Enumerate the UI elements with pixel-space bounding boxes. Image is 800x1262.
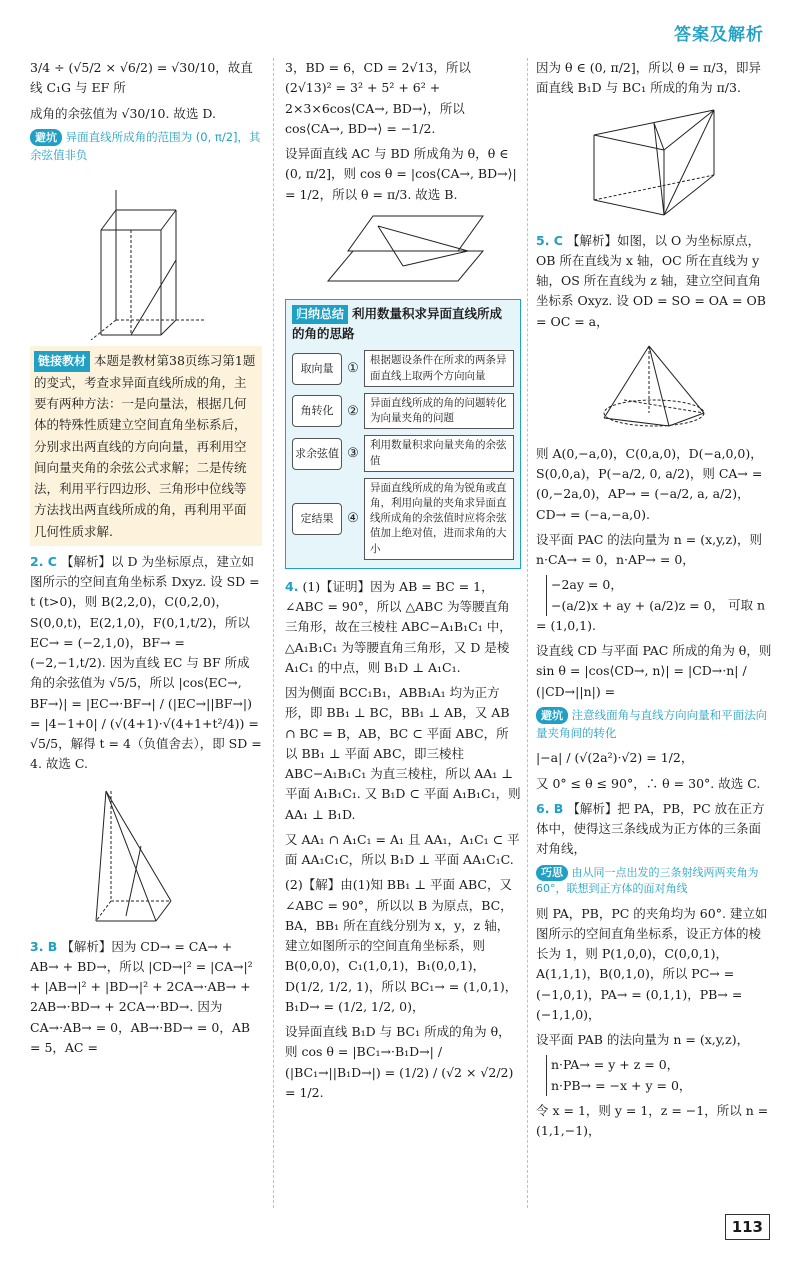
column-divider: [527, 58, 528, 1208]
summary-box: [285, 299, 521, 569]
page-header-title: 答案及解析: [674, 25, 764, 45]
page-number: 113: [725, 1214, 770, 1240]
step-number: ②: [347, 403, 359, 419]
answer-6-number: 6. B: [536, 800, 564, 816]
answer-3-conclusion: 设异面直线 AC 与 BD 所成角为 θ，θ ∈ (0, π/2]，则 cos θ = |cos⟨CA→, BD→⟩| = 1/2，所以 θ = π/3. 故选 B.: [285, 146, 517, 202]
step-name: 角转化: [292, 395, 342, 427]
prism-figure: [76, 170, 216, 340]
answer-6-normal-result: 令 x = 1，则 y = 1，z = −1，所以 n = (1,1,−1)，: [536, 1102, 769, 1139]
step-description: 异面直线所成的角的问题转化为向量夹角的问题: [364, 393, 514, 429]
answer-1-formula: 3/4 ÷ (√5/2 × √6/2) = √30/10，故直线 C₁G 与 EF 所: [30, 60, 253, 96]
insight-text: 由从同一点出发的三条射线两两夹角为 60°，联想到正方体的面对角线: [536, 865, 759, 896]
equation-line: −2ay = 0，: [551, 577, 623, 593]
step-description: 根据题设条件在所求的两条异面直线上取两个方向向量: [364, 350, 514, 386]
answer-5-conclusion: 又 0° ≤ θ ≤ 90°，∴ θ = 30°. 故选 C.: [536, 775, 761, 791]
answer-3: [30, 937, 262, 1059]
answer-5-normal-vector: 设平面 PAC 的法向量为 n = (x,y,z)，则 n·CA→ = 0，n·AP→ = 0，: [536, 531, 762, 567]
answer-2-text: 【解析】以 D 为坐标原点，建立如图所示的空间直角坐标系 Dxyz. 设 SD = t (t>0)，则 B(2,2,0)，C(0,2,0)，S(0,0,t)，E(2,1,0)，F(0,1,t/2)，所以 EC→ = (−2,1,0)，BF→ = (−2,−1,t/2). 因为直线 EC 与 BF 所成角的余弦值为 √5/5，所以 |cos⟨EC→, BF→⟩| = |EC→·BF→| / (|EC→||BF→|) = |4−1+0| / (√(4+1)·√(4+1+t²/4)) = √5/5，解得 t = 4（负值舍去），即 SD = 4. 故选 C.: [30, 553, 262, 772]
answer-6-system: [536, 1055, 772, 1096]
answer-4-proof-2: 因为侧面 BCC₁B₁，ABB₁A₁ 均为正方形，即 BB₁ ⊥ BC，BB₁ ⊥ AB，又 AB ∩ BC = B，AB，BC ⊂ 平面 ABC，所以 BB₁ ⊥ 平面 ABC，即三棱柱 ABC−A₁B₁C₁ 为直三棱柱，所以 AA₁ ⊥ 平面 A₁B₁C₁. 又 B₁D ⊂ 平面 A₁B₁C₁，则 AA₁ ⊥ B₁D.: [285, 685, 521, 822]
step-name: 求余弦值: [292, 438, 342, 470]
answer-5-system: [536, 575, 772, 636]
answer-5: [536, 231, 772, 332]
pitfall-note: [30, 129, 262, 165]
column-left: [30, 58, 262, 1063]
textbook-link-tag: 链接教材: [34, 351, 90, 371]
answer-2-number: 2. C: [30, 553, 57, 569]
answer-5-value: |−a| / (√(2a²)·√2) = 1/2，: [536, 750, 694, 766]
answer-3-text: 【解析】因为 CD→ = CA→ + AB→ + BD→，所以 |CD→|² = |CA→|² + |AB→|² + |BD→|² + 2CA→·AB→ + 2AB→·BD→ + 2CA→·BD→. 因为 CA→·AB→ = 0，AB→·BD→ = 0，AB = 5，AC =: [30, 938, 253, 1055]
pitfall-text: 注意线面角与直线方向向量和平面法向量夹角间的转化: [536, 707, 768, 740]
step-description: 异面直线所成的角为锐角或直角，利用向量的夹角求异面直线所成角的余弦值时应将余弦值加上绝对值，进而求角的大小: [364, 478, 514, 560]
pitfall-note-2: [536, 707, 772, 743]
cone-figure: [589, 338, 719, 438]
equation-line: n·PB→ = −x + y = 0，: [551, 1077, 692, 1093]
step-number: ③: [347, 446, 359, 461]
pitfall-tag: 避坑: [30, 129, 62, 146]
answer-6: [536, 799, 772, 860]
answer-5-normal-result: 可取 n = (1,0,1).: [536, 597, 766, 633]
equation-system: [546, 575, 724, 616]
answer-1-conclusion: 成角的余弦值为 √30/10. 故选 D.: [30, 105, 216, 121]
dihedral-planes-figure: [318, 211, 488, 291]
step-number: ①: [347, 361, 359, 377]
triangular-prism-figure: [574, 105, 734, 225]
insight-note: [536, 865, 772, 898]
answer-5-coordinates: 则 A(0,−a,0)，C(0,a,0)，D(−a,0,0)，S(0,0,a)，P(−a/2, 0, a/2)，则 CA→ = (0,−2a,0)，AP→ = (−a/2, a, a/2)，CD→ = (−a,−a,0).: [536, 445, 763, 522]
answer-5-number: 5. C: [536, 232, 563, 248]
step-number: ④: [347, 511, 359, 527]
equation-system: [546, 1055, 691, 1096]
step-name: 定结果: [292, 503, 342, 535]
answer-4-part1: [285, 577, 521, 678]
pitfall-text: 异面直线所成角的范围为 (0, π/2]，其余弦值非负: [30, 129, 261, 162]
answer-5-setup: 【解析】如图，以 O 为坐标原点，OB 所在直线为 x 轴，OC 所在直线为 y 轴，OS 所在直线为 z 轴，建立空间直角坐标系 Oxyz. 设 OD = SO = OA = OB = OC = a，: [536, 232, 766, 329]
equation-line: −(a/2)x + ay + (a/2)z = 0，: [551, 597, 725, 613]
answer-4-proof-3: 又 AA₁ ∩ A₁C₁ = A₁ 且 AA₁，A₁C₁ ⊂ 平面 AA₁C₁C，所以 B₁D ⊥ 平面 AA₁C₁C.: [285, 831, 520, 868]
insight-tag: 巧思: [536, 865, 568, 882]
pyramid-figure: [86, 781, 206, 931]
textbook-link-box: [30, 346, 262, 545]
answer-4-number: 4.: [285, 578, 299, 594]
textbook-link-text: 本题是教材第38页练习第1题的变式，考查求异面直线所成的角，主要有两种方法：一是向量法，根据几何体的特殊性质建立空间直角坐标系后，分别求出两直线的方向向量，再利用空间向量夹角的余弦公式求解；二是传统法，利用平行四边形、三角形中位线等方法找出两直线所成的角，再利用平面几何性质求解.: [34, 353, 256, 539]
summary-step: [292, 350, 514, 386]
answer-3-continued: 3，BD = 6，CD = 2√13，所以 (2√13)² = 3² + 5² + 6² + 2×3×6cos⟨CA→, BD→⟩，所以 cos⟨CA→, BD→⟩ = −1/2.: [285, 60, 471, 136]
answer-6-setup: 【解析】把 PA，PB，PC 放在正方体中，使得这三条线成为正方体的三条面对角线，: [536, 800, 765, 857]
answer-4-proof: (1)【证明】因为 AB = BC = 1，∠ABC = 90°，所以 △ABC 为等腰直角三角形，故在三棱柱 ABC−A₁B₁C₁ 中，△A₁B₁C₁ 为等腰直角三角形，又 D 是棱 A₁C₁ 的中点，则 B₁D ⊥ A₁C₁.: [285, 578, 512, 675]
answer-4-part2: (2)【解】由(1)知 BB₁ ⊥ 平面 ABC，又 ∠ABC = 90°，所以以 B 为原点，BC，BA，BB₁ 所在直线分别为 x，y，z 轴，建立如图所示的空间直角坐标系，则 B(0,0,0)，C₁(1,0,1)，B₁(0,0,1)，D(1/2, 1/2, 1)，所以 BC₁→ = (1,0,1)，B₁D→ = (1/2, 1/2, 0)，: [285, 877, 518, 1014]
summary-tag: 归纳总结: [292, 305, 348, 324]
summary-step: [292, 435, 514, 471]
step-description: 利用数量积求向量夹角的余弦值: [364, 435, 514, 471]
answer-4-conclusion: 因为 θ ∈ (0, π/2]，所以 θ = π/3，即异面直线 B₁D 与 BC₁ 所成的角为 π/3.: [536, 60, 762, 96]
column-right: [536, 58, 772, 1146]
equation-line: n·PA→ = y + z = 0，: [551, 1057, 680, 1073]
answer-3-number: 3. B: [30, 938, 58, 954]
column-divider: [273, 58, 274, 1208]
answer-5-angle: 设直线 CD 与平面 PAC 所成的角为 θ，则 sin θ = |cos⟨CD→, n⟩| = |CD→·n| / (|CD→||n|) =: [536, 643, 772, 699]
summary-step: [292, 478, 514, 560]
step-name: 取向量: [292, 353, 342, 385]
answer-6-coordinates: 则 PA，PB，PC 的夹角均为 60°. 建立如图所示的空间直角坐标系，设正方体的棱长为 1，则 P(1,0,0)，C(0,0,1)，A(1,1,1)，B(0,1,0)，所以 PC→ = (−1,0,1)，PA→ = (0,1,1)，PB→ = (−1,1,0)，: [536, 905, 768, 1022]
answer-6-normal-vector: 设平面 PAB 的法向量为 n = (x,y,z)，: [536, 1032, 750, 1048]
column-middle: [285, 58, 521, 1108]
answer-4-part2-angle: 设异面直线 B₁D 与 BC₁ 所成的角为 θ，则 cos θ = |BC₁→·B₁D→| / (|BC₁→||B₁D→|) = (1/2) / (√2 × √2/2) = 1/2.: [285, 1024, 514, 1100]
pitfall-tag: 避坑: [536, 707, 568, 724]
answer-2: [30, 552, 262, 775]
summary-title: 利用数量积求异面直线所成的角的思路: [292, 305, 503, 342]
summary-step: [292, 393, 514, 429]
